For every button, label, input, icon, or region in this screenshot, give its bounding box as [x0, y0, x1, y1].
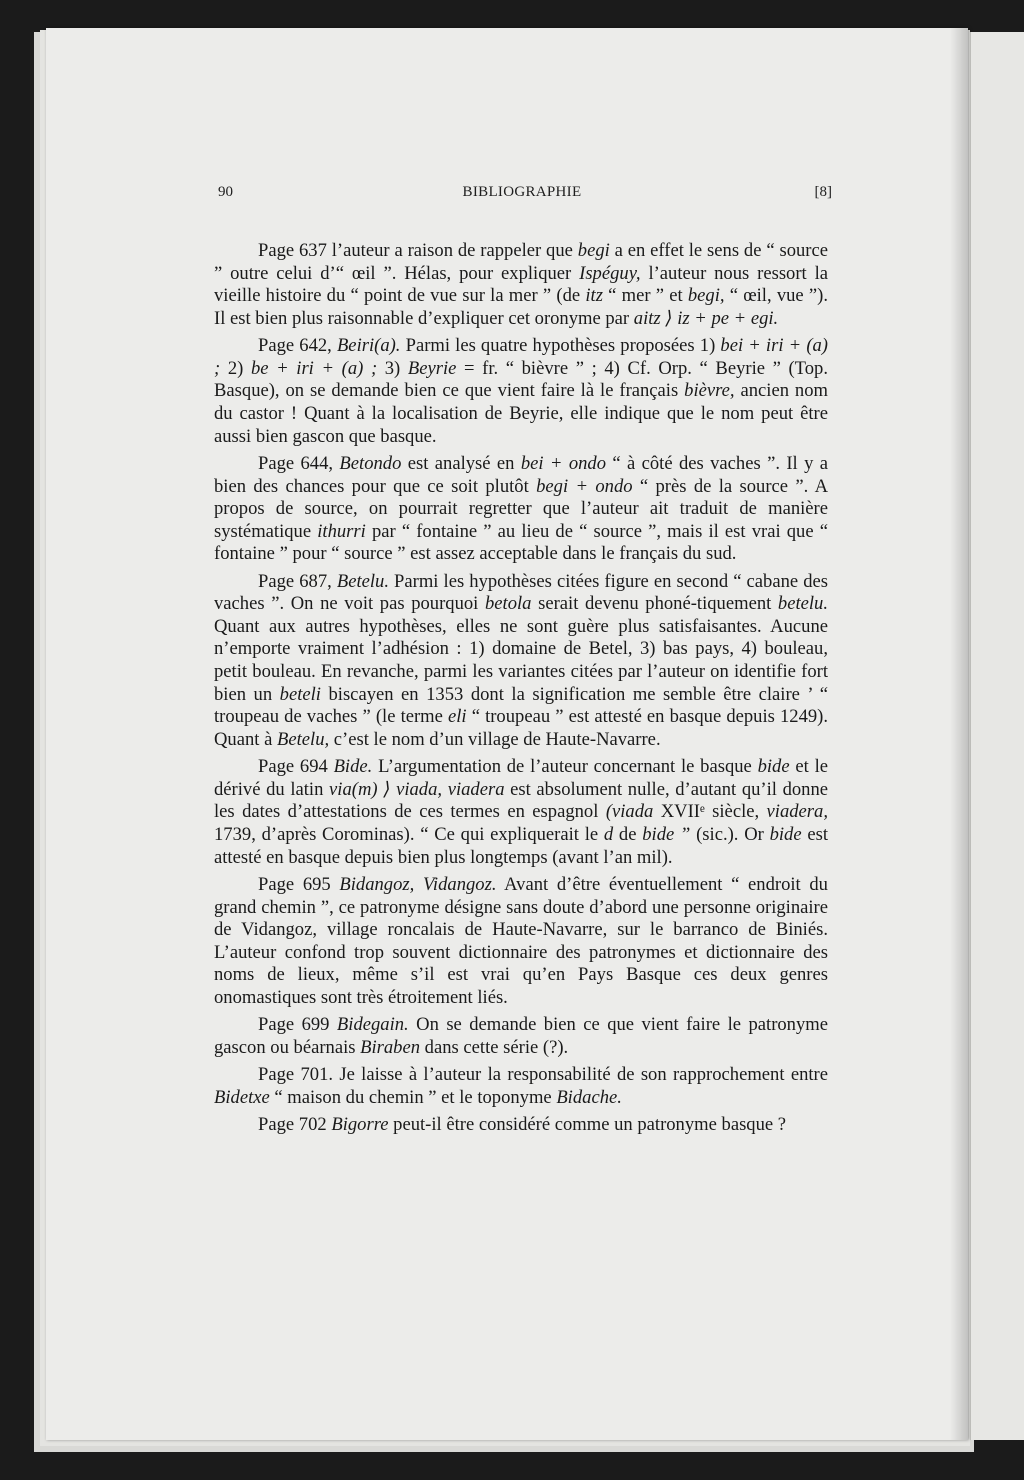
italic-text: Bide.: [333, 756, 373, 778]
italic-text: Ispéguy,: [579, 262, 641, 284]
text-run: Page 694: [258, 756, 334, 778]
text-run: peut-il être considéré comme un patronyme basque ?: [388, 1114, 787, 1136]
italic-text: itz: [585, 285, 603, 307]
paragraph: [214, 453, 828, 566]
text-run: est attesté en basque depuis bien plus longtemps (avant l’an mil).: [214, 824, 828, 868]
text-run: 2): [220, 357, 251, 379]
italic-text: via(m) ⟩ viada, viadera: [329, 778, 505, 800]
italic-text: betola: [484, 593, 532, 615]
italic-text: Betelu,: [277, 728, 330, 750]
text-run: Parmi les quatre hypothèses proposées 1): [400, 335, 721, 357]
italic-text: bei + ondo: [520, 452, 607, 474]
text-run: Page 695: [258, 874, 340, 896]
text-run: serait devenu phoné-tiquement: [531, 593, 778, 615]
italic-text: Biraben: [360, 1036, 421, 1058]
paragraph: [214, 756, 828, 869]
text-run: et le dérivé du latin: [214, 756, 828, 800]
text-run: Quant aux autres hypothèses, elles ne sont guère plus satisfaisantes. Aucune n’emporte vraiment l’adhésion : 1) domaine de Betel, 3) bas pays, 4) bouleau, petit bouleau. En revanche, parmi les variantes citées par l’auteur on identifie fort bien un: [214, 615, 828, 705]
text-run: On se demande bien ce que vient faire le patronyme gascon ou béarnais: [214, 1014, 828, 1058]
text-run: a en effet le sens de “ source ” outre celui d’“ œil ”. Hélas, pour expliquer: [214, 240, 828, 284]
text-run: dans cette série (?).: [420, 1036, 569, 1058]
text-run: “ œil, vue ”). Il est bien plus raisonnable d’expliquer cet oronyme par: [214, 285, 828, 329]
italic-text: Bidegain.: [336, 1014, 409, 1036]
text-run: c’est le nom d’un village de Haute-Navarre.: [329, 728, 661, 750]
text-run: Page 701. Je laisse à l’auteur la responsabilité de son rapprochement entre: [258, 1064, 828, 1086]
paragraph: [214, 1064, 828, 1109]
italic-text: begi,: [687, 285, 725, 307]
italic-text: eli: [448, 706, 467, 728]
italic-text: begi + ondo: [536, 475, 633, 497]
italic-text: bide ”: [642, 824, 691, 846]
italic-text: ithurri: [317, 520, 366, 542]
italic-text: (viada: [605, 801, 654, 823]
text-run: par “ fontaine ” au lieu de “ source ”, mais il est vrai que “ fontaine ” pour “ source ” est assez acceptable dans le français du sud.: [214, 520, 828, 565]
italic-text: viadera,: [766, 801, 828, 823]
italic-text: begi: [577, 240, 610, 261]
text-run: Avant d’être éventuellement “ endroit du grand chemin ”, ce patronyme désigne sans doute d’abord une personne originaire de Vidangoz, village roncalais de Haute-Navarre, sur le barranco de Biniés. L’auteur confond trop souvent dictionnaire des patronymes et dictionnaire des noms de lieux, même s’il est vrai qu’en Pays Basque ces deux genres onomastiques sont très étroitement liés.: [214, 874, 828, 1008]
text-run: “ maison du chemin ” et le toponyme: [269, 1086, 557, 1108]
italic-text: Bigorre: [331, 1114, 389, 1136]
italic-text: betelu.: [777, 593, 829, 615]
text-run: Page 702: [258, 1114, 332, 1136]
body-text: [214, 240, 828, 1142]
text-run: Parmi les hypothèses citées figure en second “ cabane des vaches ”. On ne voit pas pourquoi: [214, 570, 828, 615]
text-run: Page 642,: [258, 335, 337, 357]
italic-text: bide: [769, 824, 802, 846]
paragraph: [214, 571, 828, 752]
italic-text: Bidache.: [556, 1086, 622, 1108]
text-run: Page 699: [258, 1014, 337, 1036]
text-run: de: [613, 824, 643, 846]
section-number: [8]: [814, 184, 832, 200]
italic-text: bide: [757, 756, 790, 778]
italic-text: aitz ⟩ iz + pe + egi.: [633, 307, 779, 329]
text-run: Page 644,: [258, 452, 340, 474]
page-gutter-shadow: [950, 28, 968, 1440]
text-run: Page 687,: [258, 570, 337, 592]
running-head: [212, 184, 832, 206]
italic-text: Betelu.: [336, 570, 389, 592]
paragraph: [214, 335, 828, 448]
italic-text: Betondo: [339, 452, 402, 474]
paragraph: [214, 1114, 828, 1137]
text-run: l’auteur nous ressort la vieille histoire du “ point de vue sur la mer ” (de: [214, 262, 828, 307]
text-run: ancien nom du castor ! Quant à la localisation de Beyrie, elle indique que le nom peut être aussi bien gascon que basque.: [214, 380, 828, 447]
italic-text: d: [603, 824, 614, 846]
text-run: 1739, d’après Corominas). “ Ce qui expliquerait le: [214, 824, 604, 846]
italic-text: bei + iri + (a) ;: [214, 335, 828, 379]
italic-text: Bidetxe: [214, 1086, 270, 1108]
italic-text: Beiri(a).: [336, 335, 401, 357]
text-run: “ mer ” et: [602, 285, 688, 307]
text-run: “ à côté des vaches ”. Il y a bien des chances pour que ce soit plutôt: [214, 452, 828, 497]
italic-text: Bidangoz, Vidangoz.: [339, 874, 497, 896]
text-run: “ près de la source ”. A propos de source, on pourrait regretter que l’auteur ait traduit de manière systématique: [214, 475, 829, 542]
page-number: 90: [218, 184, 233, 200]
text-run: XVIIᵉ siècle,: [653, 801, 767, 823]
text-run: est analysé en: [401, 452, 521, 474]
italic-text: bièvre,: [684, 380, 735, 402]
text-run: Page 637 l’auteur a raison de rappeler que: [258, 240, 578, 261]
paragraph: [214, 1014, 828, 1059]
text-run: biscayen en 1353 dont la signification me semble être claire ’ “ troupeau de vaches ” (le terme: [214, 683, 829, 728]
text-run: L’argumentation de l’auteur concernant le basque: [372, 756, 758, 778]
text-run: (sic.). Or: [690, 824, 770, 846]
italic-text: Beyrie: [407, 357, 457, 379]
page-title: BIBLIOGRAPHIE: [462, 184, 582, 200]
text-run: = fr. “ bièvre ” ; 4) Cf. Orp. “ Beyrie ” (Top. Basque), on se demande bien ce que vient faire là le français: [214, 357, 828, 402]
italic-text: beteli: [279, 683, 321, 705]
text-run: “ troupeau ” est attesté en basque depuis 1249). Quant à: [214, 706, 829, 750]
text-run: 3): [377, 357, 408, 379]
paragraph: [214, 240, 828, 330]
facing-page-edge: [970, 32, 1024, 1440]
italic-text: be + iri + (a) ;: [250, 357, 378, 379]
paragraph: [214, 874, 828, 1010]
text-run: est absolument nulle, d’autant qu’il donne les dates d’attestations de ces termes en espagnol: [214, 778, 829, 823]
